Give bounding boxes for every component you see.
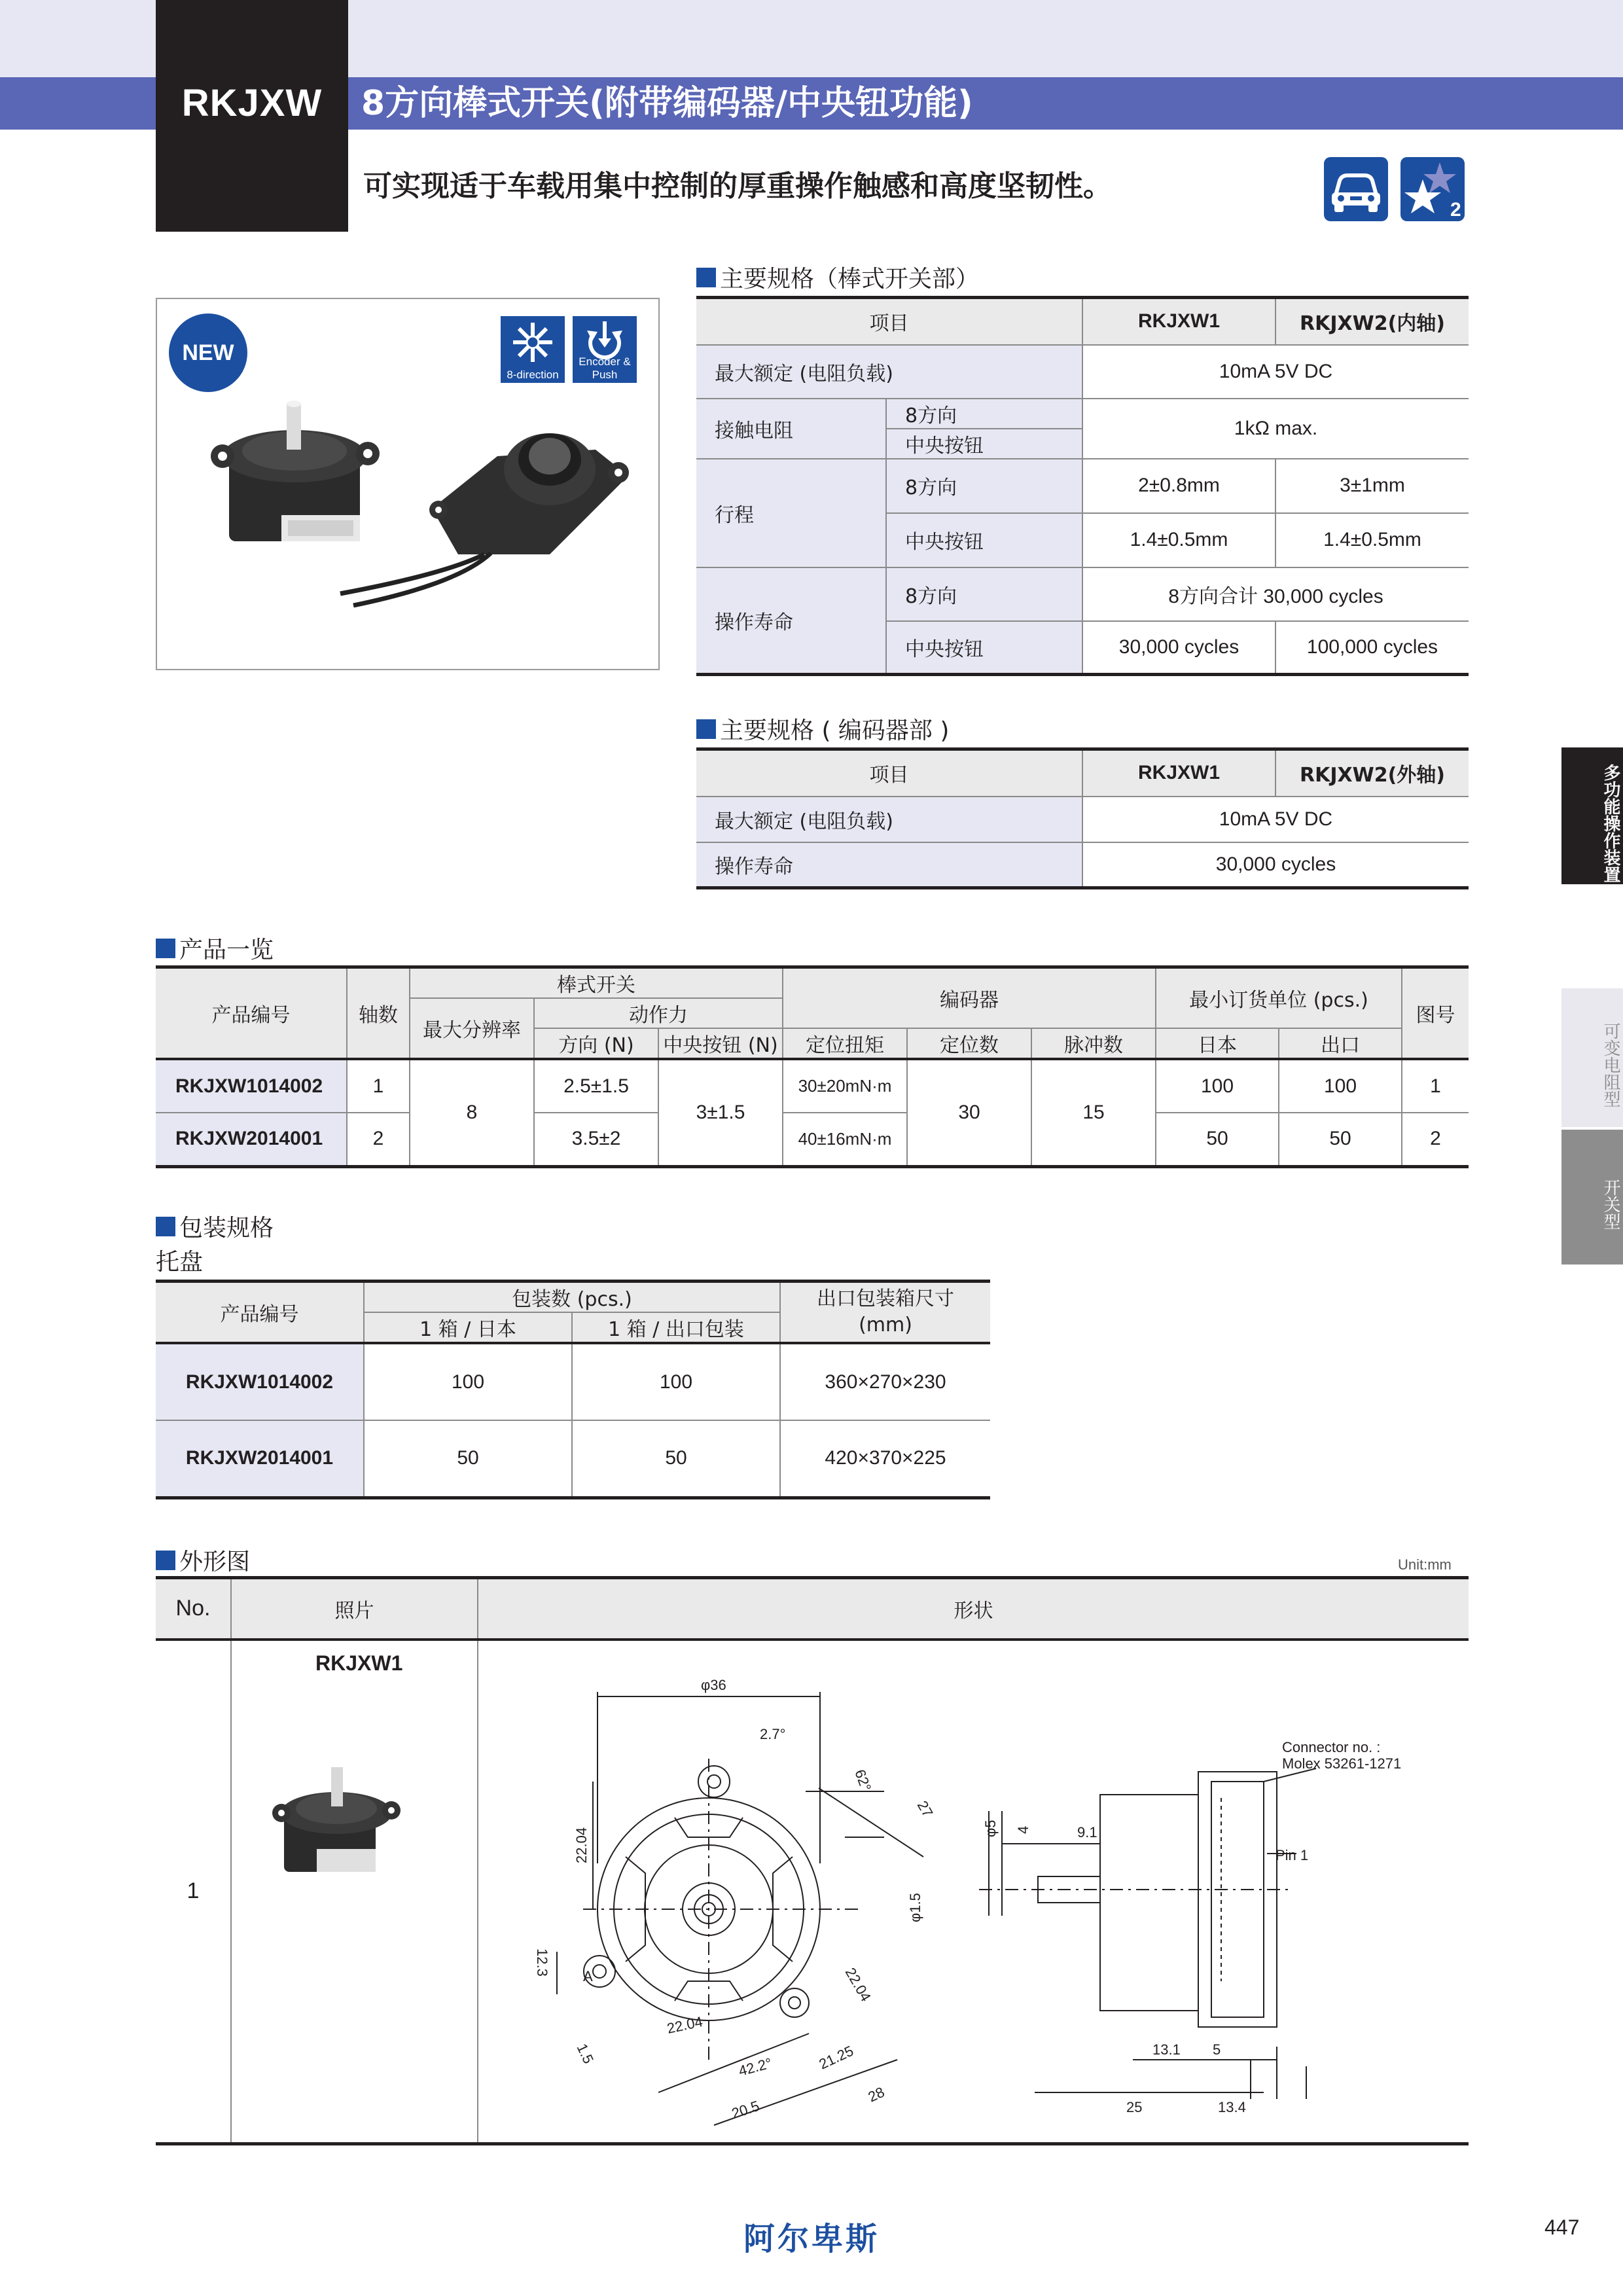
side-tab-switch[interactable]: 开关型 xyxy=(1561,1130,1623,1265)
header-direction-force: 方向 (N) xyxy=(534,1028,658,1059)
row-sublabel: 中央按钮 xyxy=(886,513,1082,567)
section-square-icon xyxy=(156,939,175,958)
cell-japan: 50 xyxy=(364,1420,572,1498)
row-sublabel: 中央按钮 xyxy=(886,621,1082,675)
dim-5: 5 xyxy=(1213,2041,1221,2058)
dim-22-04-horizontal: 22.04 xyxy=(665,2013,704,2037)
packing-title xyxy=(156,1210,274,1243)
dim-27: 27 xyxy=(914,1797,936,1820)
outline-drawing xyxy=(478,1641,1469,2142)
dim-21-25: 21.25 xyxy=(816,2042,857,2073)
header-max-resolution: 最大分辨率 xyxy=(410,998,534,1059)
header-rkjxw2: RKJXW2(内轴) xyxy=(1275,298,1469,345)
row-label: 行程 xyxy=(696,459,886,567)
row-label: 最大额定 (电阻负载) xyxy=(696,797,1082,842)
row-sublabel: 8方向 xyxy=(886,399,1082,429)
row-sublabel: 8方向 xyxy=(886,567,1082,621)
cell-direction-force: 3.5±2 xyxy=(534,1113,658,1166)
section-square-icon xyxy=(696,268,716,287)
dim-42-2deg: 42.2° xyxy=(736,2054,774,2079)
header-box-size-line2: (mm) xyxy=(859,1314,912,1336)
row-label: 操作寿命 xyxy=(696,842,1082,888)
dim-13-1: 13.1 xyxy=(1152,2041,1181,2058)
row-label: 操作寿命 xyxy=(696,567,886,675)
cell-export: 100 xyxy=(572,1343,780,1420)
header-rkjxw1: RKJXW1 xyxy=(1082,749,1275,797)
section-square-icon xyxy=(156,1551,175,1570)
cell-value: 30,000 cycles xyxy=(1082,842,1469,888)
cell-figure: 2 xyxy=(1402,1113,1469,1166)
section-title: 主要规格（棒式开关部） xyxy=(720,266,980,293)
cell-export: 50 xyxy=(572,1420,780,1498)
connector-label-line2: Molex 53261-1271 xyxy=(1282,1755,1402,1772)
8-direction-icon: 8-direction xyxy=(501,316,565,383)
part-number: RKJXW1014002 xyxy=(156,1343,364,1420)
row-sublabel: 8方向 xyxy=(886,459,1082,513)
spec-encoder-table xyxy=(696,747,1469,889)
header-detents: 定位数 xyxy=(907,1028,1031,1059)
cell-export: 100 xyxy=(1279,1059,1402,1113)
outline-photo-cell xyxy=(231,1640,478,2144)
header-shaft: 轴数 xyxy=(347,967,410,1060)
header-item: 项目 xyxy=(696,749,1082,797)
header-rkjxw2: RKJXW2(外轴) xyxy=(1275,749,1469,797)
new-badge: NEW xyxy=(169,314,247,392)
cell-japan: 100 xyxy=(364,1343,572,1420)
cell-value: 30,000 cycles xyxy=(1082,621,1275,675)
outline-drawing-cell xyxy=(478,1640,1469,2144)
header-quantity: 包装数 (pcs.) xyxy=(364,1282,780,1313)
dim-2-7deg: 2.7° xyxy=(760,1725,786,1742)
pin1-label: Pin 1 xyxy=(1275,1846,1309,1863)
dim-22-04-diagonal: 22.04 xyxy=(842,1964,874,2004)
dim-12-3: 12.3 xyxy=(534,1948,550,1977)
header-shape: 形状 xyxy=(478,1578,1469,1640)
cell-direction-force: 2.5±1.5 xyxy=(534,1059,658,1113)
cell-export: 50 xyxy=(1279,1113,1402,1166)
side-tab-variable-resistor[interactable]: 可变电阻型 xyxy=(1561,988,1623,1127)
header-detent-torque: 定位扭矩 xyxy=(783,1028,907,1059)
cell-japan: 50 xyxy=(1156,1113,1279,1166)
cell-figure: 1 xyxy=(1402,1059,1469,1113)
part-number: RKJXW2014001 xyxy=(156,1420,364,1498)
header-item: 项目 xyxy=(696,298,1082,345)
outline-product-photo xyxy=(232,1728,477,1924)
dim-a: A xyxy=(583,1967,593,1984)
row-label: 最大额定 (电阻负载) xyxy=(696,345,1082,399)
header-encoder: 编码器 xyxy=(783,967,1156,1029)
header-rkjxw1: RKJXW1 xyxy=(1082,298,1275,345)
cell-detents: 30 xyxy=(907,1059,1031,1166)
spec-encoder-title xyxy=(696,712,949,745)
dim-62deg: 62° xyxy=(851,1767,875,1793)
cell-value: 1kΩ max. xyxy=(1082,399,1469,459)
page-subtitle: 可实现适于车载用集中控制的厚重操作触感和高度坚韧性。 xyxy=(363,170,1112,203)
dim-25: 25 xyxy=(1126,2098,1143,2115)
header-figure: 图号 xyxy=(1402,967,1469,1060)
header-part-number: 产品编号 xyxy=(156,1282,364,1344)
page-title: 8方向棒式开关(附带编码器/中央钮功能) xyxy=(361,84,973,123)
packing-subtitle: 托盘 xyxy=(156,1249,204,1276)
section-title: 包装规格 xyxy=(179,1215,274,1242)
cell-detent-torque: 40±16mN·m xyxy=(783,1113,907,1166)
car-icon xyxy=(1324,157,1388,221)
svg-text:2: 2 xyxy=(1450,199,1461,221)
header-center-force: 中央按钮 (N) xyxy=(658,1028,783,1059)
outline-row-number: 1 xyxy=(156,1640,231,2144)
header-stick-switch: 棒式开关 xyxy=(410,967,783,999)
section-title: 产品一览 xyxy=(179,937,274,963)
dim-phi5: φ5 xyxy=(982,1819,999,1837)
cell-value: 2±0.8mm xyxy=(1082,459,1275,513)
dim-20-5: 20.5 xyxy=(729,2097,762,2122)
encoder-push-icon: Encoder & Push xyxy=(573,316,637,383)
outline-model: RKJXW1 xyxy=(315,1651,403,1675)
dim-9-1: 9.1 xyxy=(1077,1823,1097,1840)
cell-detent-torque: 30±20mN·m xyxy=(783,1059,907,1113)
cell-shaft: 2 xyxy=(347,1113,410,1166)
table-row xyxy=(156,1343,990,1420)
cell-value: 1.4±0.5mm xyxy=(1275,513,1469,567)
spec-stick-title xyxy=(696,260,979,294)
cell-center-force: 3±1.5 xyxy=(658,1059,783,1166)
dim-22-04-vertical: 22.04 xyxy=(573,1827,590,1863)
part-number: RKJXW2014001 xyxy=(156,1113,347,1166)
spec-stick-table xyxy=(696,296,1469,676)
dim-28: 28 xyxy=(865,2083,887,2106)
dim-13-4: 13.4 xyxy=(1218,2098,1246,2115)
cell-value: 1.4±0.5mm xyxy=(1082,513,1275,567)
cell-value: 100,000 cycles xyxy=(1275,621,1469,675)
header-pulses: 脉冲数 xyxy=(1031,1028,1156,1059)
dim-phi36: φ36 xyxy=(701,1676,726,1693)
header-japan: 1 箱 / 日本 xyxy=(364,1312,572,1343)
side-tab-multi-function[interactable]: 多功能操作装置 xyxy=(1561,747,1623,884)
header-box-size-line1: 出口包装箱尺寸 xyxy=(817,1287,954,1310)
cell-japan: 100 xyxy=(1156,1059,1279,1113)
header-operating-force: 动作力 xyxy=(534,998,783,1028)
cell-value: 10mA 5V DC xyxy=(1082,345,1469,399)
cell-shaft: 1 xyxy=(347,1059,410,1113)
section-square-icon xyxy=(696,719,716,739)
section-square-icon xyxy=(156,1217,175,1236)
model-name: RKJXW xyxy=(181,82,323,124)
cell-pulses: 15 xyxy=(1031,1059,1156,1166)
header-no: No. xyxy=(156,1578,231,1640)
cell-value: 10mA 5V DC xyxy=(1082,797,1469,842)
table-row xyxy=(156,1420,990,1498)
products-title xyxy=(156,931,274,965)
dim-phi1-5: φ1.5 xyxy=(907,1892,923,1922)
header-moq: 最小订货单位 (pcs.) xyxy=(1156,967,1402,1029)
header-photo: 照片 xyxy=(231,1578,478,1640)
unit-label: Unit:mm xyxy=(1398,1556,1452,1573)
connector-label-line1: Connector no. : xyxy=(1282,1738,1381,1755)
brand-logo: 阿尔卑斯 xyxy=(743,2221,880,2257)
cell-value: 3±1mm xyxy=(1275,459,1469,513)
header-export: 出口 xyxy=(1279,1028,1402,1059)
cell-box-size: 360×270×230 xyxy=(780,1343,990,1420)
dim-4: 4 xyxy=(1015,1825,1031,1834)
cell-value: 8方向合计 30,000 cycles xyxy=(1082,567,1469,621)
header-part-number: 产品编号 xyxy=(156,967,347,1060)
section-title: 主要规格 ( 编码器部 ) xyxy=(720,717,950,744)
table-row xyxy=(156,1059,1469,1113)
header-export: 1 箱 / 出口包装 xyxy=(572,1312,780,1343)
header-box-size xyxy=(780,1282,990,1344)
outline-table xyxy=(156,1576,1469,2145)
row-label: 接触电阻 xyxy=(696,399,886,459)
dim-1-5: 1.5 xyxy=(573,2041,597,2066)
cell-box-size: 420×370×225 xyxy=(780,1420,990,1498)
page-number: 447 xyxy=(1544,2215,1580,2239)
header-japan: 日本 xyxy=(1156,1028,1279,1059)
part-number: RKJXW1014002 xyxy=(156,1059,347,1113)
product-list-table xyxy=(156,965,1469,1168)
star-rank-icon xyxy=(1400,157,1465,221)
table-row xyxy=(156,1113,1469,1166)
section-title: 外形图 xyxy=(179,1549,251,1575)
row-sublabel: 中央按钮 xyxy=(886,429,1082,459)
cell-max-resolution: 8 xyxy=(410,1059,534,1166)
packing-table xyxy=(156,1280,990,1499)
outline-title xyxy=(156,1543,250,1577)
